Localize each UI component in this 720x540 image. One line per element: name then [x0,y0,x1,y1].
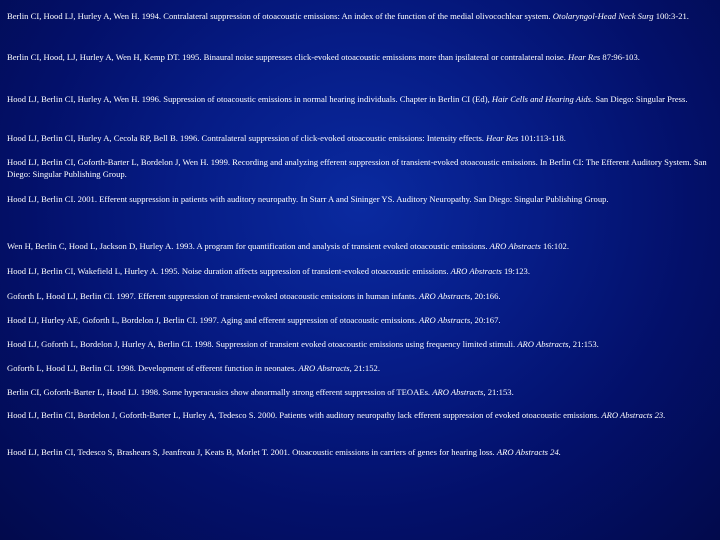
reference-text: Hood LJ, Hurley AE, Goforth L, Bordelon J, Berlin CI. 1997. Aging and efferent suppression of otoacoustic emissions. [7,315,420,325]
reference-text: Hood LJ, Berlin CI, Wakefield L, Hurley A. 1995. Noise duration affects suppression of transient-evoked otoacoustic emissions. [7,266,451,276]
reference-text: Hood LJ, Goforth L, Bordelon J, Hurley A, Berlin CI. 1998. Suppression of transient evoked otoacoustic emissions using frequency limited stimuli. [7,339,518,349]
reference-entry [7,386,713,398]
reference-tail: , 20:167. [470,315,501,325]
reference-text: Goforth L, Hood LJ, Berlin CI. 1998. Development of efferent function in neonates. [7,363,299,373]
reference-text: Wen H, Berlin C, Hood L, Jackson D, Hurley A. 1993. A program for quantification and analysis of transient evoked otoacoustic emissions. [7,241,490,251]
reference-journal: ARO Abstracts [489,241,541,251]
reference-journal: ARO Abstracts [517,339,569,349]
reference-text: Berlin CI, Goforth-Barter L, Hood LJ. 1998. Some hyperacusics show abnormally strong efferent suppression of TEOAEs. [7,387,433,397]
reference-entry [7,409,713,421]
reference-entry [7,290,713,302]
reference-journal: Hear Res [568,52,601,62]
reference-journal: Hear Res [486,133,519,143]
reference-journal: ARO Abstracts [419,315,471,325]
reference-tail: . San Diego: Singular Press. [591,94,688,104]
reference-tail: 19:123. [501,266,530,276]
reference-text: Hood LJ, Berlin CI, Hurley A, Cecola RP, Bell B. 1996. Contralateral suppression of click-evoked otoacoustic emissions: Intensity effects. [7,133,487,143]
reference-entry [7,193,713,205]
reference-tail: 100:3-21. [653,11,689,21]
reference-text: Hood LJ, Berlin CI, Goforth-Barter L, Bordelon J, Wen H. 1999. Recording and analyzing efferent suppression of transient-evoked otoacoustic emissions. In Berlin CI: The Efferent Auditory System. San Diego: Singular Publishing Group. [7,157,707,179]
reference-tail: 16:102. [540,241,569,251]
reference-journal: ARO Abstracts 23. [601,410,666,420]
reference-journal: ARO Abstracts [419,291,471,301]
reference-journal: ARO Abstracts [298,363,350,373]
reference-tail: , 21:153. [483,387,514,397]
reference-journal: ARO Abstracts [432,387,484,397]
reference-journal: ARO Abstracts [450,266,502,276]
reference-tail: 101:113-118. [518,133,566,143]
reference-tail: , 21:153. [568,339,599,349]
reference-slide [7,0,713,540]
reference-tail: , 21:152. [349,363,380,373]
reference-entry [7,132,713,144]
reference-entry [7,265,713,277]
reference-text: Hood LJ, Berlin CI, Tedesco S, Brashears S, Jeanfreau J, Keats B, Morlet T. 2001. Otoacoustic emissions in carriers of genes for hearing loss. [7,447,497,457]
reference-entry [7,338,713,350]
reference-entry [7,314,713,326]
reference-entry [7,362,713,374]
reference-text: Hood LJ, Berlin CI. 2001. Efferent suppression in patients with auditory neuropathy. In Starr A and Sininger YS. Auditory Neuropathy. San Diego: Singular Publishing Group. [7,194,609,204]
reference-text: Goforth L, Hood LJ, Berlin CI. 1997. Efferent suppression of transient-evoked otoacoustic emissions in human infants. [7,291,420,301]
reference-journal: ARO Abstracts 24. [496,447,561,457]
reference-entry [7,51,713,63]
reference-journal: Hair Cells and Hearing Aids [491,94,592,104]
reference-entry [7,93,713,105]
reference-text: Hood LJ, Berlin CI, Bordelon J, Goforth-Barter L, Hurley A, Tedesco S. 2000. Patients with auditory neuropathy lack efferent suppression of evoked otoacoustic emissions. [7,410,602,420]
reference-entry [7,10,713,22]
reference-tail: 87:96-103. [600,52,640,62]
reference-text: Hood LJ, Berlin CI, Hurley A, Wen H. 1996. Suppression of otoacoustic emissions in normal hearing individuals. Chapter in Berlin CI (Ed), [7,94,492,104]
reference-entry [7,240,713,252]
reference-entry [7,446,713,458]
reference-entry [7,156,713,180]
reference-tail: , 20:166. [470,291,501,301]
reference-text: Berlin CI, Hood LJ, Hurley A, Wen H. 1994. Contralateral suppression of otoacoustic emissions: An index of the function of the medial olivocochlear system. [7,11,553,21]
reference-journal: Otolaryngol-Head Neck Surg [552,11,654,21]
reference-text: Berlin CI, Hood, LJ, Hurley A, Wen H, Kemp DT. 1995. Binaural noise suppresses click-evoked otoacoustic emissions more than ipsilateral or contralateral noise. [7,52,569,62]
